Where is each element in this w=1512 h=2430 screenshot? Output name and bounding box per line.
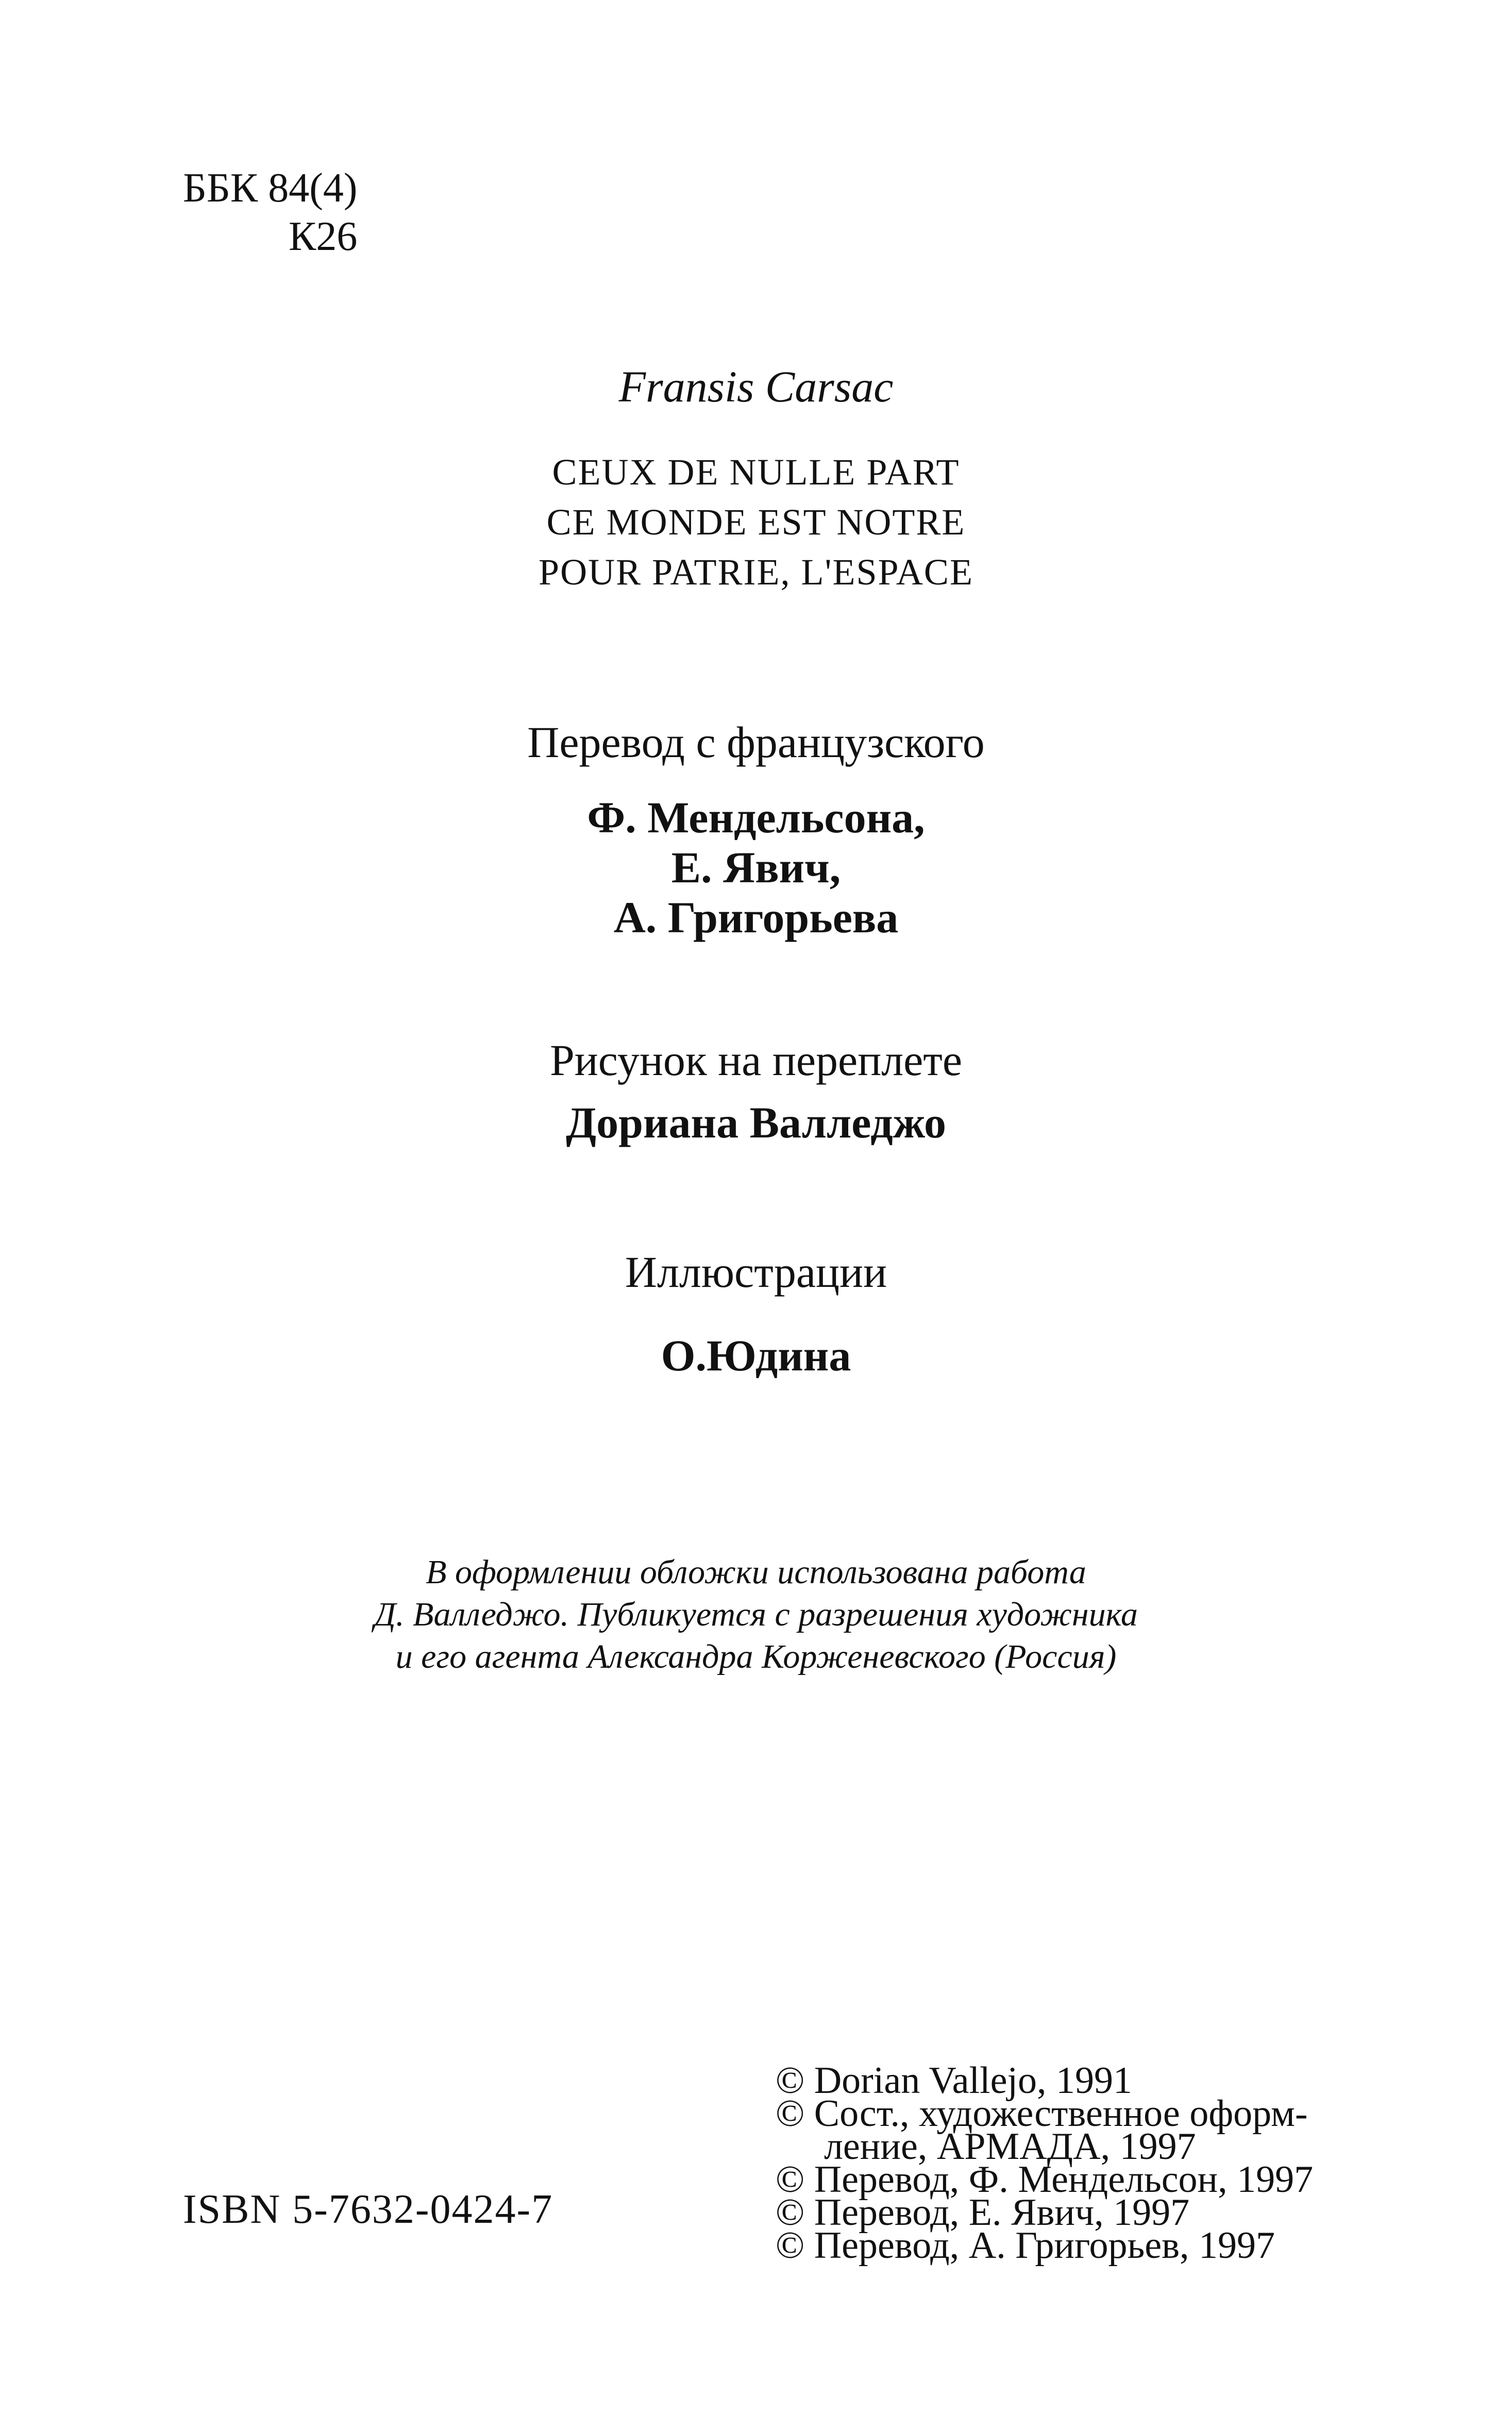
translators <box>0 793 1512 943</box>
cover-artist: Дориана Валледжо <box>566 1098 946 1147</box>
note-line: Д. Валледжо. Публикуется с разрешения художника <box>374 1596 1138 1633</box>
original-title: POUR PATRIE, L'ESPACE <box>539 551 973 593</box>
copyright-line: © Перевод, Ф. Мендельсон, 1997 <box>776 2158 1314 2201</box>
translator-name: А. Григорьева <box>613 893 899 942</box>
original-titles <box>0 447 1512 597</box>
cover-art-label: Рисунок на переплете <box>549 1035 963 1085</box>
cover-note <box>0 1551 1512 1678</box>
note-line: и его агента Александра Корженевского (Россия) <box>395 1638 1117 1675</box>
classification-block <box>183 164 358 261</box>
note-line: В оформлении обложки использована работа <box>426 1553 1086 1591</box>
copyright-block <box>776 2059 1461 2267</box>
copyright-line: ление, АРМАДА, 1997 <box>824 2125 1196 2168</box>
author-mark: К26 <box>289 214 358 259</box>
copyright-line: © Сост., художественное оформ- <box>776 2092 1308 2135</box>
copyright-line: © Перевод, Е. Явич, 1997 <box>776 2191 1190 2234</box>
isbn: ISBN 5-7632-0424-7 <box>183 2187 553 2232</box>
translator-name: Ф. Мендельсона, <box>587 793 925 842</box>
translation-label: Перевод с французского <box>527 717 985 767</box>
original-title: CE MONDE EST NOTRE <box>546 501 966 543</box>
copyright-line: © Dorian Vallejo, 1991 <box>776 2059 1132 2102</box>
illustrations-label: Иллюстрации <box>625 1247 887 1297</box>
translator-name: Е. Явич, <box>671 843 841 892</box>
copyright-line: © Перевод, А. Григорьев, 1997 <box>776 2224 1275 2267</box>
original-title: CEUX DE NULLE PART <box>552 451 960 493</box>
original-author: Fransis Carsac <box>618 362 894 411</box>
illustrator: О.Юдина <box>661 1331 851 1380</box>
bbk-code: ББК 84(4) <box>183 165 358 211</box>
